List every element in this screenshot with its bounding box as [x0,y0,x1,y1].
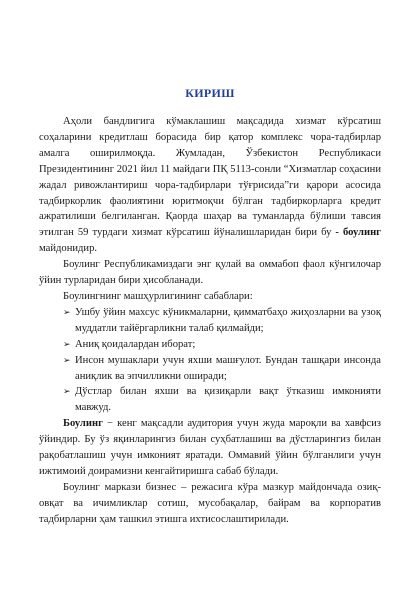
bullet-text: Ушбу ўйин махсус кўникмаларни, қимматбаҳо жиҳозларни ва узоқ муддатли тайёргарликни талаб қилмайди; [75,306,381,334]
bowling-term: - боулинг [331,227,381,239]
bullet-item [39,337,381,353]
paragraph-business-plan: Боулинг маркази бизнес – режасига кўра мазкур майдончада озиқ-овқат ва ичимликлар сотиш, мусобақалар, байрам ва корпоратив тадбирларни ҳам ташкил этишга ихтисослаштирилади. [39,481,381,525]
bullet-text: Дўстлар билан яхши ва қизиқарли вақт ўтказиш имконияти мавжуд. [75,386,381,414]
bullet-item [39,305,381,337]
bullet-item [39,384,381,416]
paragraph-intro-text: Аҳоли бандлигига кўмаклашиш мақсадида хизмат кўрсатиш соҳаларини кредитлаш борасида бир қатор комплекс чора-тадбирлар амалга оширилмоқда. Жумладан, Ўзбекистон Республикаси Президентининг 2021 йил 11 майдаги ПҚ 5113-сонли “Хизматлар соҳасини жадал ривожлантириш чора-тадбирлари тўғрисида”ги қарори асосида тадбиркорлик фаолиятини юритмоқчи бўлган тадбиркорларга кредит ажратилиши белгиланган. Қаорда шаҳар ва туманларда бўлиши тавсия этилган 59 турдаги хизмат кўрсатиш йўналишларидан бири бу [39,116,381,239]
bullet-text: Инсон мушаклари учун яхши машғулот. Бундан ташқари инсонда аниқлик ва эпчилликни оширади; [75,354,381,382]
paragraph-definition-text: − кенг мақсадли аудитория учун жуда мароқли ва хавфсиз ўйиндир. Бу ўз яқинларингиз билан суҳбатлашиш ва дўстларингиз билан рақобатлашиш учун имконият яратади. Оммавий ўйин бўлганлиги учун ижтимоий доирамизни кенгайтиришга сабаб бўлади. [39,418,381,477]
arrow-bullet-icon: ➢ [63,306,71,317]
bullet-text: Аниқ қоидалардан иборат; [75,338,196,350]
bowling-term-bold: Боулинг [63,418,103,430]
document-body [39,114,381,528]
arrow-bullet-icon: ➢ [63,386,71,397]
paragraph-definition [39,416,381,480]
page-title: КИРИШ [185,86,235,100]
arrow-bullet-icon: ➢ [63,354,71,365]
paragraph-intro [39,114,381,257]
bullet-item [39,353,381,385]
paragraph-reasons-heading: Боулингнинг машҳурлигининг сабаблари: [63,290,253,302]
arrow-bullet-icon: ➢ [63,338,71,349]
paragraph-popularity: Боулинг Республикамиздаги энг қулай ва оммабоп фаол кўнгилочар ўйин турларидан бири ҳисобланади. [39,259,381,287]
paragraph-intro-end: майдонидир. [39,243,98,255]
